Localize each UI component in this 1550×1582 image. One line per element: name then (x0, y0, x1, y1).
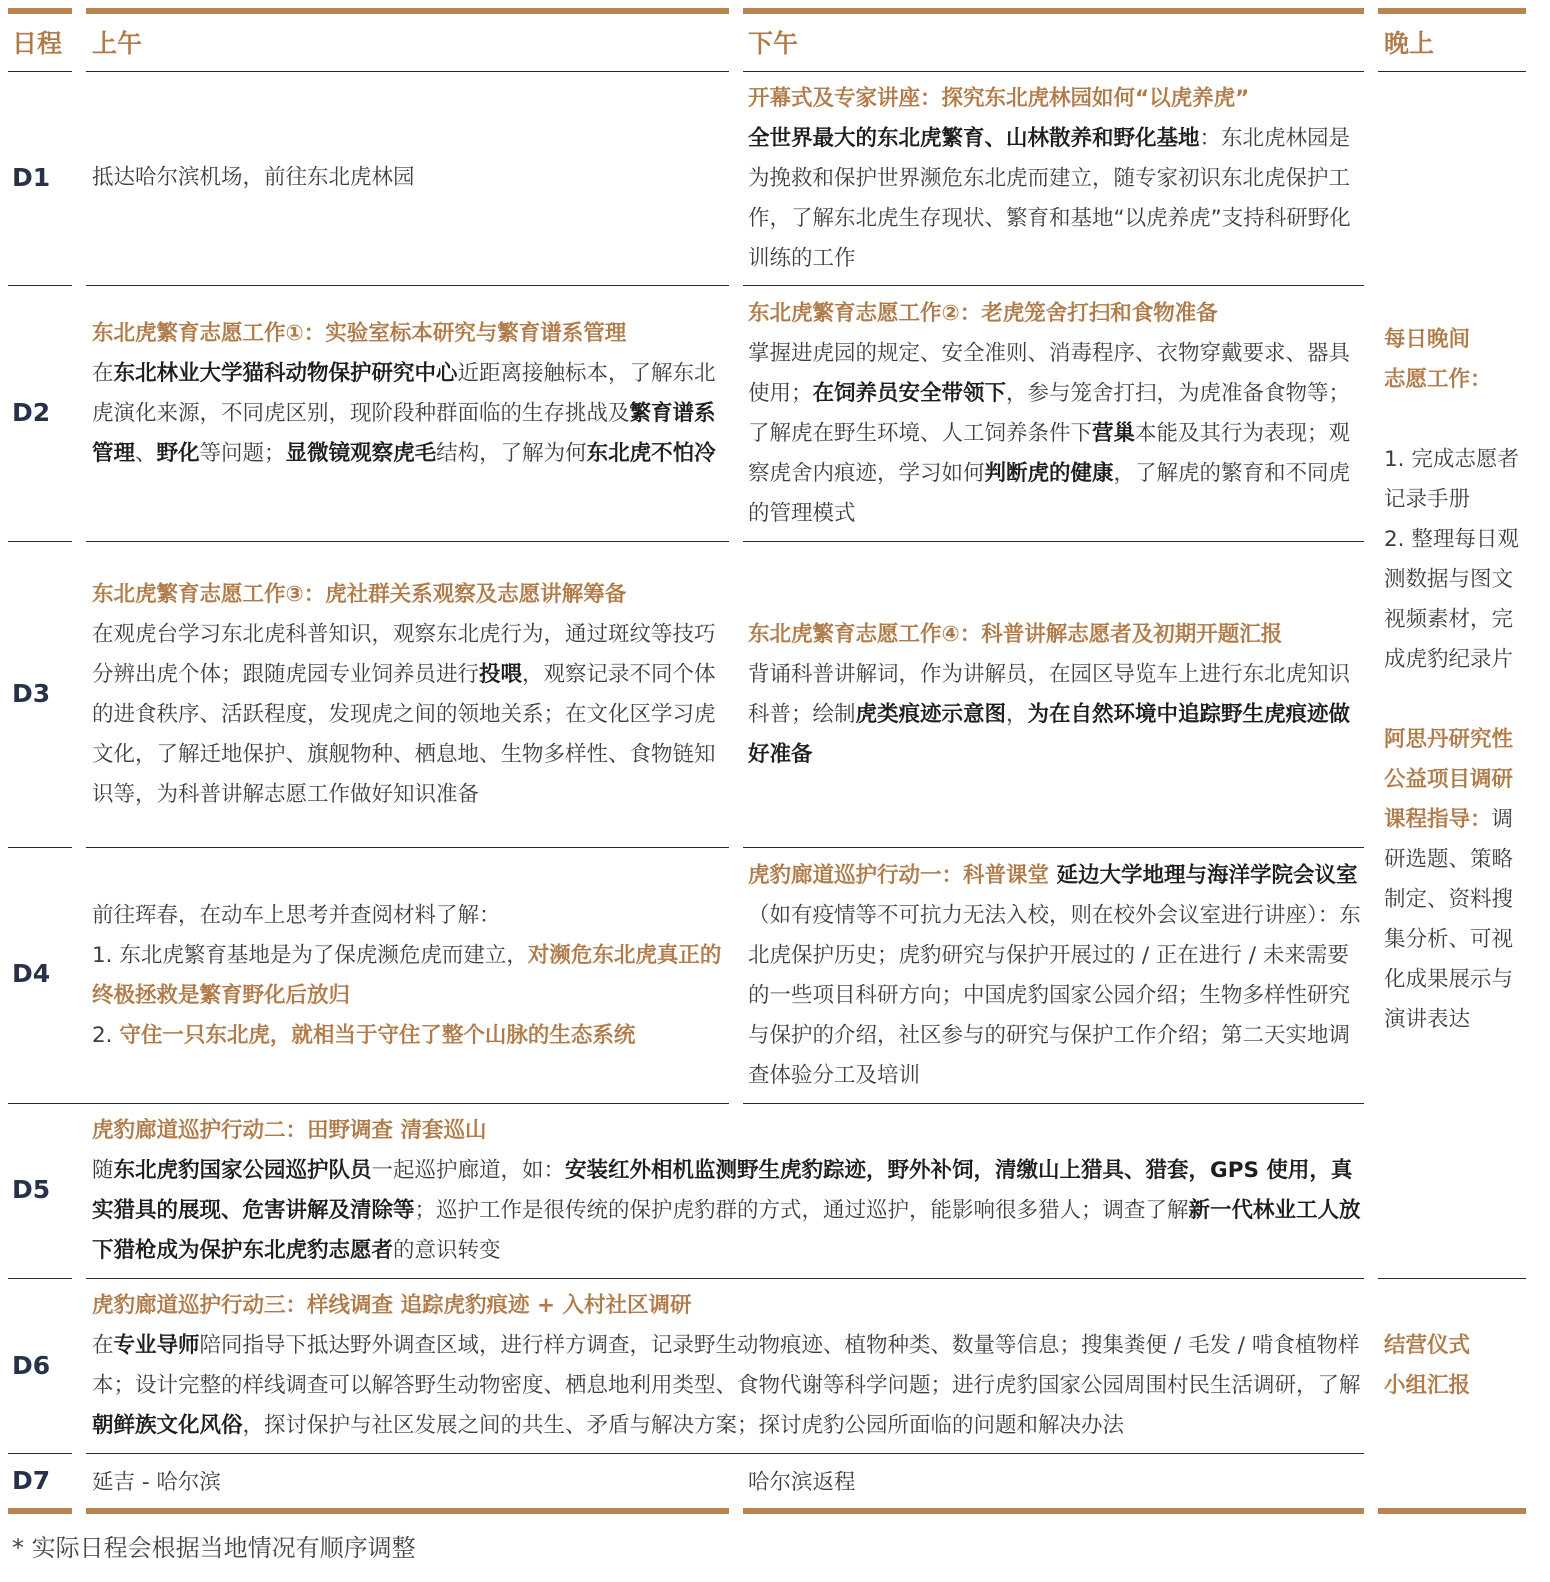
d1-afternoon (748, 79, 1362, 279)
text-span: ，探讨保护与社区发展之间的共生、矛盾与解决方案；探讨虎豹公园所面临的问题和解决办法 (242, 1413, 1125, 1438)
spacer (1384, 680, 1524, 720)
bold-span: 延边大学地理与海洋学院会议室 (1049, 863, 1358, 888)
text-span: 2. (92, 1023, 120, 1048)
evening-item: 2. 整理每日观测数据与图文视频素材，完成虎豹纪录片 (1384, 527, 1519, 672)
text-span: 在 (92, 1333, 114, 1358)
d5-title: 虎豹廊道巡护行动二：田野调查 清套巡山 (92, 1118, 487, 1143)
text-span: ，了解虎的繁育和不同虎的管理模式 (748, 461, 1351, 526)
header-afternoon: 下午 (748, 29, 799, 58)
bold-span: 在饲养员安全带领下 (812, 381, 1007, 406)
text-span: 、 (135, 441, 157, 466)
d7-morning: 延吉 - 哈尔滨 (92, 1470, 221, 1495)
d4-afternoon-body (748, 856, 1362, 1096)
d2-afternoon-body (748, 334, 1362, 534)
text-span: ，观察记录不同个体的进食秩序、活跃程度，发现虎之间的领地关系；在文化区学习虎文化，了解迁地保护、旗舰物种、栖息地、生物多样性、食物链知识等，为科普讲解志愿工作做好知识准备 (92, 662, 716, 807)
evening-guidance (1384, 720, 1524, 1040)
text-span: 等问题； (199, 441, 286, 466)
text-span: 近距离接触标本，了解东北虎演化来源，不同虎区别，现阶段种群面临的生存挑战及 (92, 361, 716, 426)
rule (86, 1278, 1364, 1279)
d4-morning (92, 896, 726, 1056)
d6-evening-line-2: 小组汇报 (1384, 1373, 1471, 1398)
d1-afternoon-text: ：东北虎林园是为挽救和保护世界濒危东北虎而建立，随专家初识东北虎保护工作，了解东北虎生存现状、繁育和基地“以虎养虎”支持科研野化训练的工作 (748, 126, 1351, 271)
d2-morning-title: 东北虎繁育志愿工作①：实验室标本研究与繁育谱系管理 (92, 321, 627, 346)
text-span: 的意识转变 (393, 1238, 501, 1263)
day-label-d5: D5 (12, 1175, 51, 1204)
text-span: 背诵科普讲解词，作为讲解员，在园区导览车上进行东北虎知识科普；绘制 (748, 662, 1351, 727)
evening-column (1384, 320, 1524, 1040)
text-span: ，参与笼舍打扫，为虎准备食物等；了解虎在野生环境、人工饲养条件下 (748, 381, 1351, 446)
text-span: ；巡护工作是很传统的保护虎豹群的方式，通过巡护，能影响很多猎人；调查了解 (414, 1198, 1189, 1223)
rule (8, 1103, 729, 1104)
evening-item: 1. 完成志愿者记录手册 (1384, 447, 1519, 512)
d3-afternoon (748, 615, 1362, 775)
day-label-d2: D2 (12, 398, 51, 427)
bold-span: 新一代林业工人放下猎枪成为保护东北虎豹志愿者 (92, 1198, 1361, 1263)
text-span: 本能及其行为表现；观察虎舍内痕迹，学习如何 (748, 421, 1351, 486)
rule (743, 847, 1364, 848)
rule (1378, 1278, 1526, 1279)
rule (743, 285, 1364, 286)
bold-span: 东北虎不怕冷 (586, 441, 716, 466)
rule (8, 847, 72, 848)
rule (86, 71, 729, 72)
rule (86, 285, 729, 286)
top-bar-day (8, 8, 72, 14)
rule (1378, 71, 1526, 72)
bold-span: 显微镜观察虎毛 (285, 441, 437, 466)
bold-span: 虎类痕迹示意图 (855, 702, 1007, 727)
accent-span: 守住一只东北虎，就相当于守住了整个山脉的生态系统 (119, 1023, 636, 1048)
text-span: 结构，了解为何 (436, 441, 587, 466)
d3-morning (92, 575, 726, 815)
evening-title-line-2: 志愿工作： (1384, 367, 1492, 392)
d6-content (92, 1286, 1362, 1446)
bottom-bar-evening (1378, 1508, 1526, 1514)
text-span: 陪同指导下抵达野外调查区域，进行样方调查，记录野生动物痕迹、植物种类、数量等信息；搜集粪便 / 毛发 / 啃食植物样本；设计完整的样线调查可以解答野生动物密度、栖息地利用类型、食物代谢等科学问题；进行虎豹国家公园周围村民生活调研，了解 (92, 1333, 1361, 1398)
rule (743, 71, 1364, 72)
bold-span: 东北虎豹国家公园巡护队员 (113, 1158, 372, 1183)
bottom-bar-day (8, 1508, 72, 1514)
d6-title: 虎豹廊道巡护行动三：样线调查 追踪虎豹痕迹 + 入村社区调研 (92, 1293, 692, 1318)
rule (86, 1453, 1364, 1454)
spacer (1384, 400, 1524, 440)
d3-morning-title: 东北虎繁育志愿工作③：虎社群关系观察及志愿讲解筹备 (92, 582, 627, 607)
d1-morning: 抵达哈尔滨机场，前往东北虎林园 (92, 165, 415, 190)
d4-morning-item-1 (92, 936, 726, 1016)
d6-evening-line-1: 结营仪式 (1384, 1333, 1471, 1358)
d2-afternoon-title: 东北虎繁育志愿工作②：老虎笼舍打扫和食物准备 (748, 301, 1218, 326)
text-span: 掌握进虎园的规定、安全准则、消毒程序、衣物穿戴要求、器具使用； (748, 341, 1351, 406)
bottom-bar-afternoon (743, 1508, 1364, 1514)
rule (8, 285, 72, 286)
header-morning: 上午 (92, 29, 143, 58)
d5-content (92, 1111, 1362, 1271)
d3-afternoon-title: 东北虎繁育志愿工作④：科普讲解志愿者及初期开题汇报 (748, 622, 1283, 647)
header-day: 日程 (12, 29, 63, 58)
d3-afternoon-body (748, 655, 1362, 775)
d3-morning-body (92, 615, 726, 815)
bold-span: 营巢 (1092, 421, 1136, 446)
bold-span: 繁育谱系管理 (92, 401, 716, 466)
bold-span: 野化 (156, 441, 200, 466)
top-bar-afternoon (743, 8, 1364, 14)
text-span: （如有疫情等不可抗力无法入校，则在校外会议室进行讲座）：东北虎保护历史；虎豹研究与保护开展过的 / 正在进行 / 未来需要的一些项目科研方向；中国虎豹国家公园介绍；生物多样性研究与保护的介绍，社区参与的研究与保护工作介绍；第二天实地调查体验分工及培训 (748, 903, 1361, 1088)
bold-span: 朝鲜族文化风俗 (92, 1413, 243, 1438)
bold-span: 投喂 (479, 662, 523, 687)
d6-body (92, 1326, 1362, 1446)
bold-span: 判断虎的健康 (984, 461, 1114, 486)
d2-morning-body (92, 354, 726, 474)
d2-afternoon (748, 294, 1362, 534)
text-span: 1. 东北虎繁育基地是为了保虎濒危虎而建立， (92, 943, 528, 968)
bold-span: 专业导师 (113, 1333, 200, 1358)
text-span: 在观虎台学习东北虎科普知识，观察东北虎行为，通过斑纹等技巧分辨出虎个体；跟随虎园专业饲养员进行 (92, 622, 716, 687)
rule (8, 1278, 72, 1279)
day-label-d4: D4 (12, 959, 51, 988)
rule (86, 847, 729, 848)
top-bar-morning (86, 8, 729, 14)
day-label-d3: D3 (12, 679, 51, 708)
day-label-d1: D1 (12, 163, 51, 192)
day-label-d6: D6 (12, 1351, 51, 1380)
text-span: ， (1006, 702, 1028, 727)
bold-span: 为在自然环境中追踪野生虎痕迹做好准备 (748, 702, 1351, 767)
d4-morning-intro: 前往珲春，在动车上思考并查阅材料了解： (92, 903, 501, 928)
evening-title-line-1: 每日晚间 (1384, 327, 1471, 352)
bold-span: 东北林业大学猫科动物保护研究中心 (113, 361, 458, 386)
d7-afternoon: 哈尔滨返程 (748, 1470, 856, 1495)
rule (8, 1453, 72, 1454)
evening-guidance-text: 调研选题、策略制定、资料搜集分析、可视化成果展示与演讲表达 (1384, 807, 1514, 1032)
bold-span: 安装红外相机监测野生虎豹踪迹，野外补饲，清缴山上猎具、猎套，GPS 使用，真实猎具的展现、危害讲解及清除等 (92, 1158, 1353, 1223)
accent-span: 对濒危东北虎真正的终极拯救是繁育野化后放归 (92, 943, 722, 1008)
d2-morning (92, 314, 726, 474)
rule (8, 71, 72, 72)
d4-afternoon (748, 856, 1362, 1096)
rule (86, 541, 729, 542)
evening-guidance-title: 阿思丹研究性公益项目调研课程指导： (1384, 727, 1514, 832)
text-span: 在 (92, 361, 114, 386)
d1-afternoon-body (748, 119, 1362, 279)
bottom-bar-morning (86, 1508, 729, 1514)
rule (8, 541, 72, 542)
text-span: 随 (92, 1158, 114, 1183)
day-label-d7: D7 (12, 1466, 51, 1495)
d1-afternoon-bold: 全世界最大的东北虎繁育、山林散养和野化基地 (748, 126, 1200, 151)
top-bar-evening (1378, 8, 1526, 14)
header-evening: 晚上 (1384, 29, 1435, 58)
rule (743, 541, 1364, 542)
d4-morning-item-2 (92, 1016, 726, 1056)
d1-afternoon-title: 开幕式及专家讲座：探究东北虎林园如何“以虎养虎” (748, 86, 1250, 111)
d5-body (92, 1151, 1362, 1271)
rule (743, 1103, 1364, 1104)
d4-afternoon-title: 虎豹廊道巡护行动一：科普课堂 (748, 863, 1050, 888)
text-span: 一起巡护廊道，如： (371, 1158, 566, 1183)
d6-evening (1384, 1326, 1524, 1406)
footnote: * 实际日程会根据当地情况有顺序调整 (12, 1534, 416, 1562)
